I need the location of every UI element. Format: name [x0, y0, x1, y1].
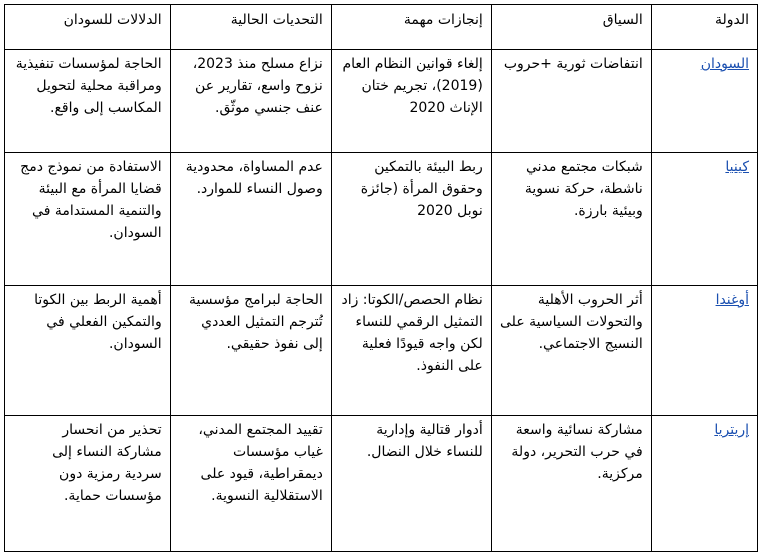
comparison-table — [4, 4, 758, 552]
table-header-row — [5, 5, 758, 50]
cell-achievements: أدوار قتالية وإدارية للنساء خلال النضال. — [331, 416, 491, 552]
cell-challenges: الحاجة لبرامج مؤسسية تُترجم التمثيل العددي إلى نفوذ حقيقي. — [170, 286, 331, 416]
cell-context: مشاركة نسائية واسعة في حرب التحرير، دولة مركزية. — [491, 416, 651, 552]
cell-achievements: إلغاء قوانين النظام العام (2019)، تجريم ختان الإناث 2020 — [331, 50, 491, 153]
country-link-sudan[interactable]: السودان — [700, 56, 749, 72]
header-challenges: التحديات الحالية — [170, 5, 331, 50]
table-row — [5, 153, 758, 286]
cell-challenges: عدم المساواة، محدودية وصول النساء للموارد. — [170, 153, 331, 286]
cell-country — [651, 50, 757, 153]
cell-indications: تحذير من انحسار مشاركة النساء إلى سردية رمزية دون مؤسسات حماية. — [5, 416, 171, 552]
table-row — [5, 416, 758, 552]
cell-context: أثر الحروب الأهلية والتحولات السياسية على النسيج الاجتماعي. — [491, 286, 651, 416]
cell-indications: الاستفادة من نموذج دمج قضايا المرأة مع البيئة والتنمية المستدامة في السودان. — [5, 153, 171, 286]
cell-context: شبكات مجتمع مدني ناشطة، حركة نسوية وبيئية بارزة. — [491, 153, 651, 286]
cell-achievements: نظام الحصص/الكوتا: زاد التمثيل الرقمي للنساء لكن واجه قيودًا فعلية على النفوذ. — [331, 286, 491, 416]
document-page — [4, 4, 758, 552]
cell-country — [651, 286, 757, 416]
cell-indications: الحاجة لمؤسسات تنفيذية ومراقبة محلية لتحويل المكاسب إلى واقع. — [5, 50, 171, 153]
country-link-kenya[interactable]: كينيا — [725, 159, 749, 175]
cell-country — [651, 153, 757, 286]
table-row — [5, 286, 758, 416]
header-achievements: إنجازات مهمة — [331, 5, 491, 50]
cell-indications: أهمية الربط بين الكوتا والتمكين الفعلي في السودان. — [5, 286, 171, 416]
header-country: الدولة — [651, 5, 757, 50]
country-link-eritrea[interactable]: إريتريا — [714, 422, 749, 438]
cell-challenges: نزاع مسلح منذ 2023، نزوح واسع، تقارير عن عنف جنسي موثّق. — [170, 50, 331, 153]
table-row — [5, 50, 758, 153]
cell-achievements: ربط البيئة بالتمكين وحقوق المرأة (جائزة نوبل 2020 — [331, 153, 491, 286]
cell-context: انتفاضات ثورية +حروب — [491, 50, 651, 153]
header-indications: الدلالات للسودان — [5, 5, 171, 50]
cell-country — [651, 416, 757, 552]
country-link-uganda[interactable]: أوغندا — [715, 292, 749, 308]
cell-challenges: تقييد المجتمع المدني، غياب مؤسسات ديمقراطية، قيود على الاستقلالية النسوية. — [170, 416, 331, 552]
header-context: السياق — [491, 5, 651, 50]
